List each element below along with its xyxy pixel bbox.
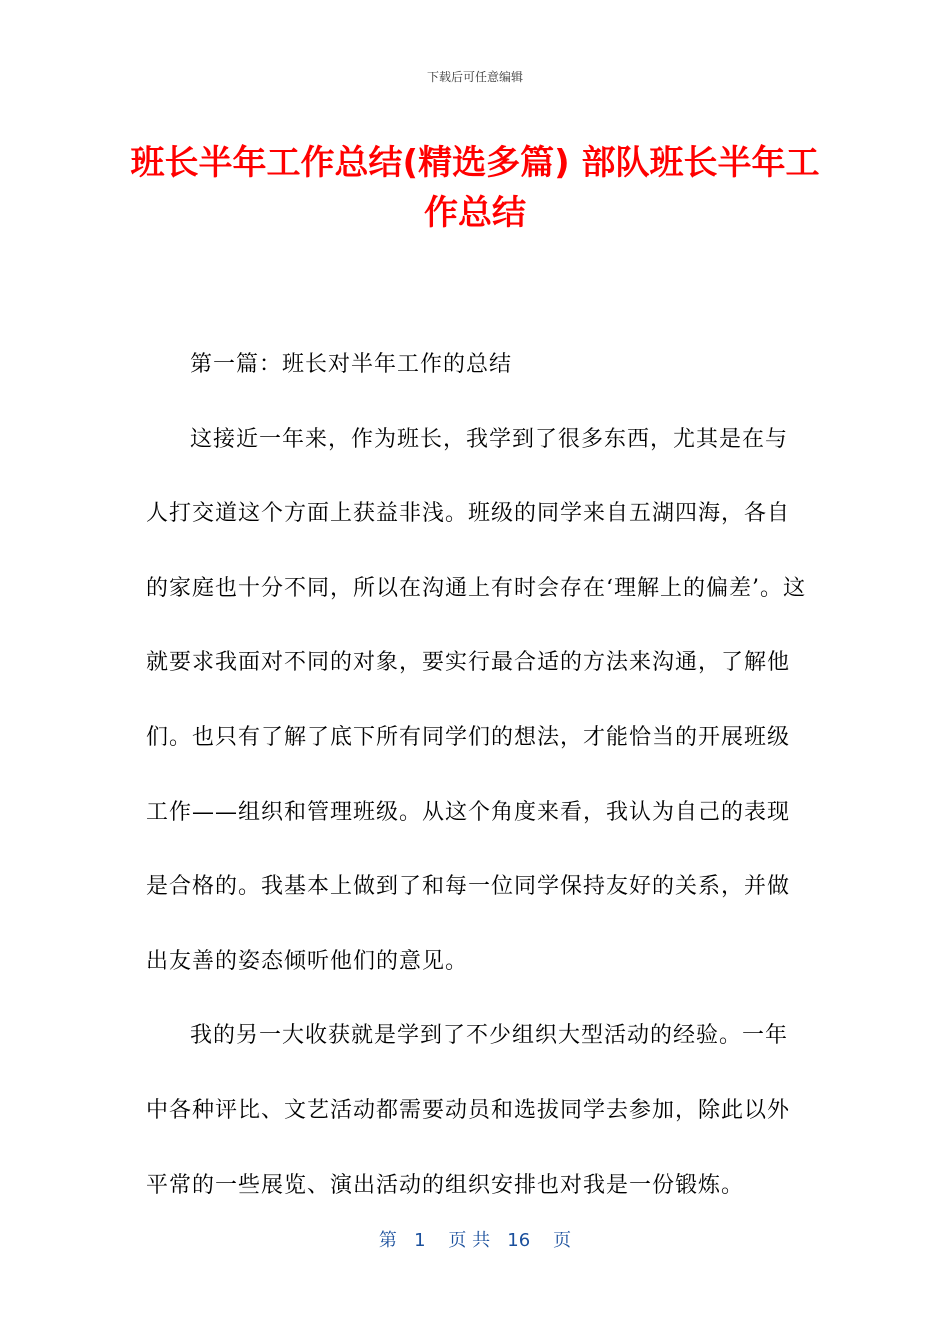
document-title: 班长半年工作总结(精选多篇) 部队班长半年工作总结 (130, 143, 820, 233)
section-heading: 第一篇：班长对半年工作的总结 (190, 352, 513, 377)
body-paragraph: 这接近一年来，作为班长，我学到了很多东西，尤其是在与人打交道这个方面上获益非浅。班级的同学来自五湖四海，各自的家庭也十分不同，所以在沟通上有时会存在‘理解上的偏差’。这就要求我面对不同的对象，要实行最合适的方法来沟通，了解他们。也只有了解了底下所有同学们的想法，才能恰当的开展班级工作——组织和管理班级。从这个角度来看，我认为自己的表现是合格的。我基本上做到了和每一位同学保持友好的关系，并做出友善的姿态倾听他们的意见。 (146, 426, 806, 974)
page-number-footer: 第 1 页 共 16 页 (378, 1230, 572, 1251)
body-paragraph: 我的另一大收获就是学到了不少组织大型活动的经验。一年中各种评比、文艺活动都需要动员和选拔同学去参加，除此以外平常的一些展览、演出活动的组织安排也对我是一份锻炼。 (146, 1023, 791, 1198)
document-body (146, 328, 806, 1223)
header-note: 下载后可任意编辑 (426, 70, 523, 84)
